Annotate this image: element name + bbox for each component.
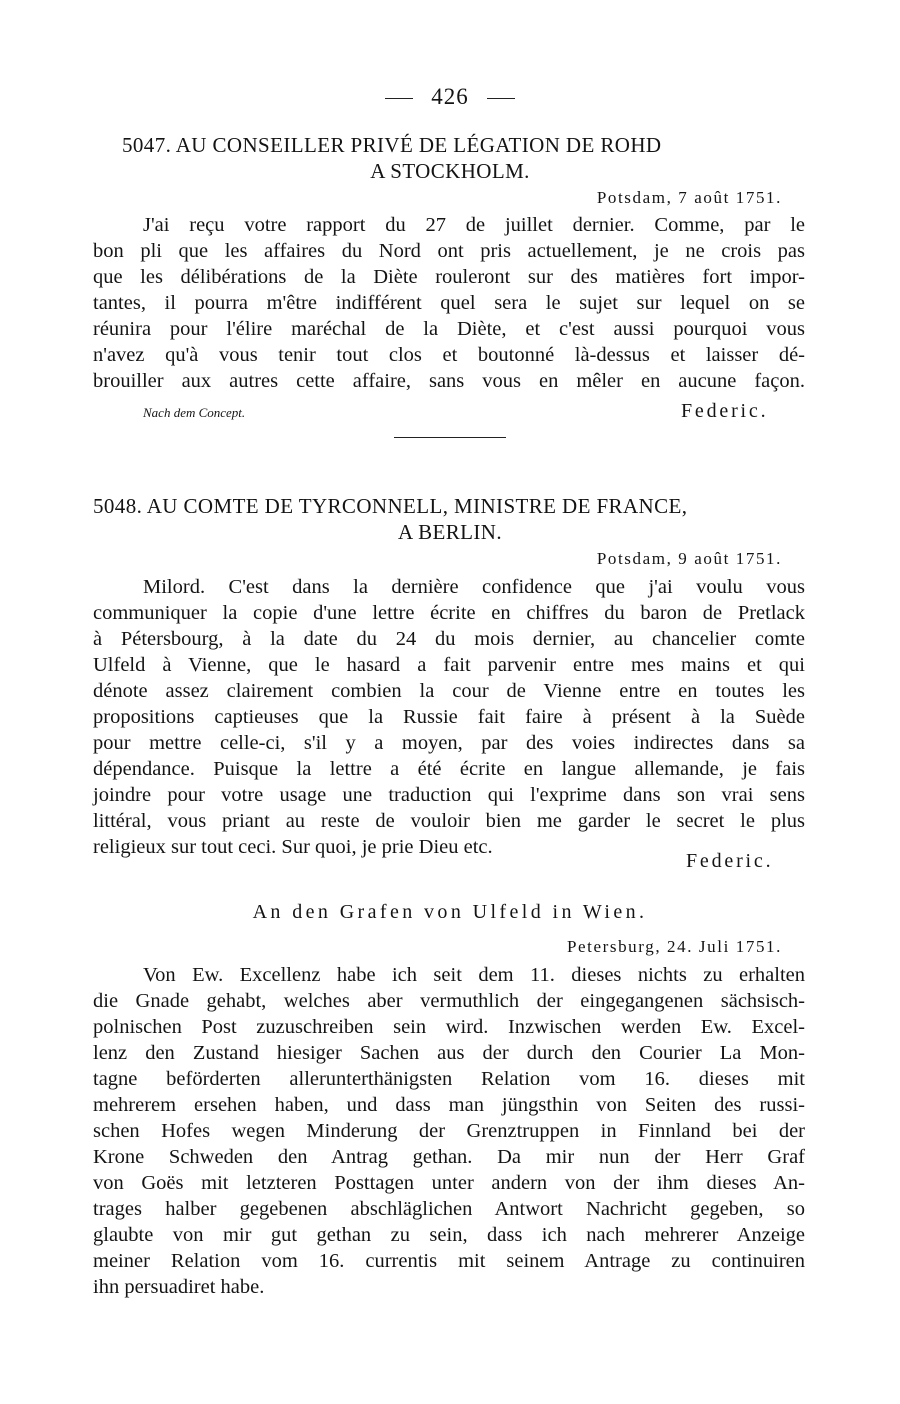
letter-5047-line-5: réunira pour l'élire maréchal de la Diète, et c'est aussi pourquoi vous bbox=[93, 318, 805, 340]
letter-5047-dateline: Potsdam, 7 août 1751. bbox=[596, 188, 782, 207]
enclosure-line-8: Krone Schweden den Antrag gethan. Da mir nun der Herr Graf bbox=[93, 1146, 805, 1168]
letter-5048-line-7: pour mettre celle-ci, s'il y a moyen, par des voies indirectes dans sa bbox=[93, 732, 805, 754]
enclosure-line-13: ihn persuadiret habe. bbox=[93, 1276, 265, 1298]
enclosure-line-12: meiner Relation vom 16. currentis mit seinem Antrage zu continuiren bbox=[93, 1250, 805, 1272]
letter-5048-line-5: dénote assez clairement combien la cour de Vienne entre en toutes les bbox=[93, 680, 805, 702]
letter-5047-source-note: Nach dem Concept. bbox=[143, 405, 246, 420]
letter-5047-line-3: que les délibérations de la Diète rouleront sur des matières fort impor- bbox=[93, 266, 805, 288]
letter-5048-line-1: Milord. C'est dans la dernière confidence que j'ai voulu vous bbox=[143, 576, 805, 598]
enclosure-line-10: trages halber gegebenen abschläglichen Antwort Nachricht gegeben, so bbox=[93, 1198, 805, 1220]
enclosure-dateline: Petersburg, 24. Juli 1751. bbox=[566, 937, 782, 956]
letter-5048-line-3: à Pétersbourg, à la date du 24 du mois dernier, au chancelier comte bbox=[93, 628, 805, 650]
letter-5047-heading-line2: A STOCKHOLM. bbox=[370, 159, 530, 183]
enclosure-line-7: schen Hofes wegen Minderung der Grenztruppen in Finnland bei der bbox=[93, 1120, 805, 1142]
letter-5047-heading-line1: 5047. AU CONSEILLER PRIVÉ DE LÉGATION DE ROHD bbox=[122, 133, 662, 157]
enclosure-line-2: die Gnade gehabt, welches aber vermuthlich der eingegangenen sächsisch- bbox=[93, 990, 805, 1012]
letter-5048-line-11: religieux sur tout ceci. Sur quoi, je prie Dieu etc. bbox=[93, 836, 493, 858]
section-divider bbox=[394, 437, 506, 438]
page-number-dash-right bbox=[487, 98, 515, 99]
letter-5048-line-2: communiquer la copie d'une lettre écrite en chiffres du baron de Pretlack bbox=[93, 602, 805, 624]
enclosure-line-5: tagne beförderten allerunterthänigsten Relation vom 16. dieses mit bbox=[93, 1068, 805, 1090]
letter-5048-line-8: dépendance. Puisque la lettre a été écrite en langue allemande, je fais bbox=[93, 758, 805, 780]
letter-5047-line-1: J'ai reçu votre rapport du 27 de juillet dernier. Comme, par le bbox=[143, 214, 805, 236]
letter-5048-signature: Federic. bbox=[686, 850, 774, 872]
enclosure-line-9: von Goës mit letzteren Posttagen unter andern von der ihm dieses An- bbox=[93, 1172, 805, 1194]
letter-5047-line-4: tantes, il pourra m'être indifférent quel sera le sujet sur lequel on se bbox=[93, 292, 805, 314]
enclosure-line-6: mehrerem ersehen haben, und dass man jüngsthin von Seiten des russi- bbox=[93, 1094, 805, 1116]
page-number-text: 426 bbox=[431, 84, 469, 109]
letter-5048-line-6: propositions captieuses que la Russie fait faire à présent à la Suède bbox=[93, 706, 805, 728]
letter-5047-signature: Federic. bbox=[681, 400, 769, 422]
letter-5047-line-7: brouiller aux autres cette affaire, sans vous en mêler en aucune façon. bbox=[93, 370, 805, 392]
enclosure-line-11: glaubte von mir gut gethan zu sein, dass ich nach mehrerer Anzeige bbox=[93, 1224, 805, 1246]
page-number-dash-left bbox=[385, 98, 413, 99]
letter-5048-heading-line2: A BERLIN. bbox=[398, 520, 502, 544]
letter-5048-line-10: littéral, vous priant au reste de vouloir bien me garder le secret le plus bbox=[93, 810, 805, 832]
enclosure-line-1: Von Ew. Excellenz habe ich seit dem 11. dieses nichts zu erhalten bbox=[143, 964, 805, 986]
letter-5048-line-9: joindre pour votre usage une traduction qui l'exprime dans son vrai sens bbox=[93, 784, 805, 806]
letter-5047-line-2: bon pli que les affaires du Nord ont pris actuellement, je ne crois pas bbox=[93, 240, 805, 262]
letter-5048-line-4: Ulfeld à Vienne, que le hasard a fait parvenir entre mes mains et qui bbox=[93, 654, 805, 676]
letter-5047-line-6: n'avez qu'à vous tenir tout clos et boutonné là-dessus et laisser dé- bbox=[93, 344, 805, 366]
page-number bbox=[0, 84, 900, 110]
enclosure-line-4: lenz den Zustand hiesiger Sachen aus der durch den Courier La Mon- bbox=[93, 1042, 805, 1064]
enclosure-line-3: polnischen Post zuzuschreiben sein wird. Inzwischen werden Ew. Excel- bbox=[93, 1016, 805, 1038]
enclosure-heading: An den Grafen von Ulfeld in Wien. bbox=[252, 901, 648, 923]
letter-5048-heading-line1: 5048. AU COMTE DE TYRCONNELL, MINISTRE DE FRANCE, bbox=[93, 494, 688, 518]
letter-5048-dateline: Potsdam, 9 août 1751. bbox=[596, 549, 782, 568]
